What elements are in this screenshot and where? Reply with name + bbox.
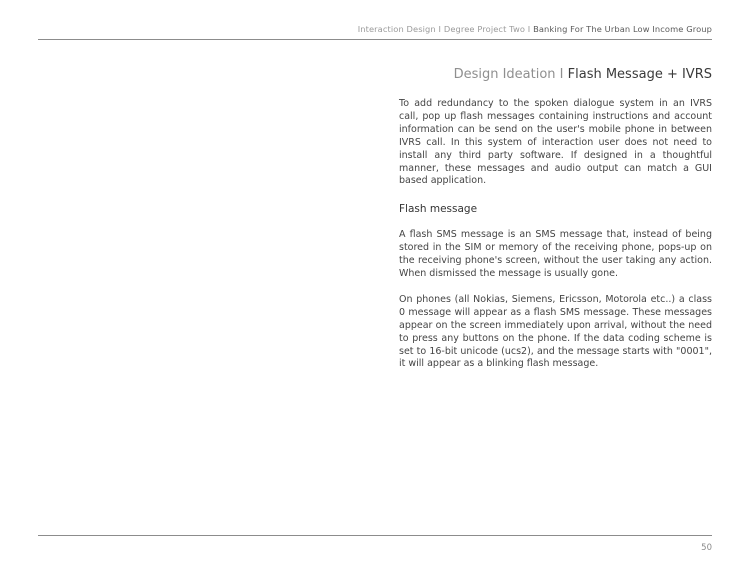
header-divider xyxy=(38,39,712,40)
header-separator: I xyxy=(435,24,444,34)
page-title xyxy=(454,67,712,82)
header-separator: I xyxy=(525,24,534,34)
title-section: Design Ideation xyxy=(453,67,556,82)
footer-divider xyxy=(38,535,712,536)
header-project: Degree Project Two xyxy=(443,24,526,34)
title-separator: I xyxy=(555,67,568,82)
header-project-title: Banking For The Urban Low Income Group xyxy=(533,24,712,34)
running-header xyxy=(358,24,712,34)
intro-paragraph: To add redundancy to the spoken dialogue system in an IVRS call, pop up flash messages containing instructions and account information can be send on the user's mobile phone in between IVRS call. In this system of interaction user does not need to install any third party software. If designed in a thoughtful manner, these messages and audio output can match a GUI based application. xyxy=(399,98,712,187)
body-text xyxy=(399,98,712,371)
title-topic: Flash Message + IVRS xyxy=(567,67,712,82)
flash-definition-paragraph: A flash SMS message is an SMS message that, instead of being stored in the SIM or memory of the receiving phone, pops-up on the receiving phone's screen, without the user taking any action. When dismissed the message is usually gone. xyxy=(399,229,712,279)
flash-phones-paragraph: On phones (all Nokias, Siemens, Ericsson, Motorola etc..) a class 0 message will appear as a flash SMS message. These messages appear on the screen immediately upon arrival, without the need to press any buttons on the phone. If the data coding scheme is set to 16-bit unicode (ucs2), and the message starts with "0001", it will appear as a blinking flash message. xyxy=(399,293,712,370)
subheading: Flash message xyxy=(399,203,478,216)
page-number: 50 xyxy=(701,543,712,553)
header-course: Interaction Design xyxy=(357,24,436,34)
